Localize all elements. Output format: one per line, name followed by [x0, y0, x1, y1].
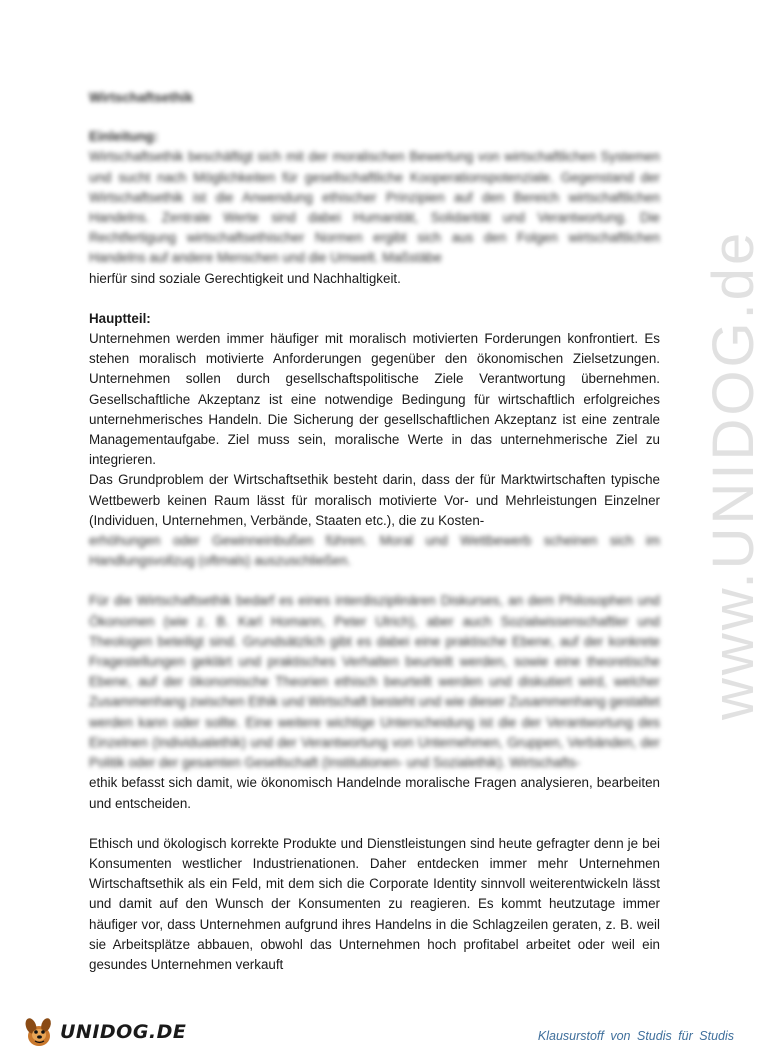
dog-mascot-icon	[22, 1015, 58, 1049]
unidog-logo[interactable]	[22, 1015, 186, 1049]
paragraph-3-blurred: Für die Wirtschaftsethik bedarf es eines interdisziplinären Diskurses, an dem Philosophen und Ökonomen (wie z. B. Karl Homann, Peter Ulrich), aber auch Sozialwissenschaftler und Theologen beteiligt sind. Grundsätzlich gibt es dabei eine praktische Ebene, auf der konkrete Fragestellungen geklärt und praktisches Verhalten beurteilt werden, sowie eine theoretische Ebene, auf der ökonomische Theorien ethisch beurteilt werden und diskutiert wird, welcher Zusammenhang zwischen Ethik und Wirtschaft besteht und wie dieser Zusammenhang gestaltet werden kann oder sollte. Eine weitere wichtige Unterscheidung ist die der Verantwortung des Einzelnen (Individualethik) und der Verantwortung von Unternehmen, Gruppen, Verbänden, der Politik oder der gesamten Gesellschaft (Institutionen- und Sozialethik). Wirtschafts-	[89, 593, 660, 771]
main-paragraph-1: Unternehmen werden immer häufiger mit moralisch motivierten Forderungen konfrontiert. Es stehen moralisch motivierte Anforderungen gegenüber den ökonomischen Zielsetzungen. Unternehmen sollen durch gesellschaftspolitische Ziele Verantwortung übernehmen. Gesellschaftliche Akzeptanz ist eine notwendige Bedingung für wirtschaftlich erfolgreiches unternehmerisches Handeln. Die Sicherung der gesellschaftlichen Akzeptanz ist eine zentrale Managementaufgabe. Ziel muss sein, moralische Werte in das unternehmerische Ziel zu integrieren.	[89, 331, 660, 468]
document-title: Wirtschaftsethik	[89, 90, 194, 105]
footer-tagline: Klausurstoff von Studis für Studis	[537, 1029, 734, 1043]
main-heading: Hauptteil:	[89, 310, 151, 326]
watermark: www.UNIDOG.de	[701, 229, 766, 720]
document-body	[89, 88, 660, 975]
intro-visible-text: hierfür sind soziale Gerechtigkeit und Nachhaltigkeit.	[89, 270, 401, 286]
page-footer	[22, 1015, 734, 1051]
intro-blurred-text: Wirtschaftsethik beschäftigt sich mit der moralischen Bewertung von wirtschaftlichen Systemen und sucht nach Möglichkeiten für gesellschaftliche Kooperationspotenziale. Gegenstand der Wirtschaftsethik ist die Anwendung ethischer Prinzipien auf den Bereich wirtschaftlichen Handelns. Zentrale Werte sind dabei Humanität, Solidarität und Verantwortung. Die Rechtfertigung wirtschaftsethischer Normen ergibt sich aus den Folgen wirtschaftlichen Handelns auf andere Menschen und die Umwelt. Maßstäbe	[89, 149, 660, 266]
main-paragraph-2: Das Grundproblem der Wirtschaftsethik besteht darin, dass der für Marktwirtschaften typische Wettbewerb keinen Raum lässt für moralisch motivierte Vor- und Mehrleistungen Einzelner (Individuen, Unternehmen, Verbände, Staaten etc.), die zu Kosten-	[89, 472, 660, 528]
main-paragraph-2-blurred: erhöhungen oder Gewinneinbußen führen. Moral und Wettbewerb scheinen sich im Handlungsvollzug (oftmals) auszuschließen.	[89, 533, 660, 569]
paragraph-4: Ethisch und ökologisch korrekte Produkte und Dienstleistungen sind heute gefragter denn je bei Konsumenten westlicher Industrienationen. Daher entdecken immer mehr Unternehmen Wirtschaftsethik als ein Feld, mit dem sich die Corporate Identity sinnvoll weiterentwickeln lässt und damit auf den Wunsch der Konsumenten zu reagieren. Es kommt heutzutage immer häufiger vor, dass Unternehmen aufgrund ihres Handelns in die Schlagzeilen geraten, z. B. weil sie Arbeitsplätze abbauen, obwohl das Unternehmen hoch profitabel arbeitet oder weil ein gesundes Unternehmen verkauft	[89, 835, 660, 972]
logo-text: UNIDOG.DE	[60, 1021, 187, 1043]
paragraph-3-visible: ethik befasst sich damit, wie ökonomisch Handelnde moralische Fragen analysieren, bearbeiten und entscheiden.	[89, 775, 660, 811]
intro-heading: Einleitung:	[89, 129, 159, 145]
